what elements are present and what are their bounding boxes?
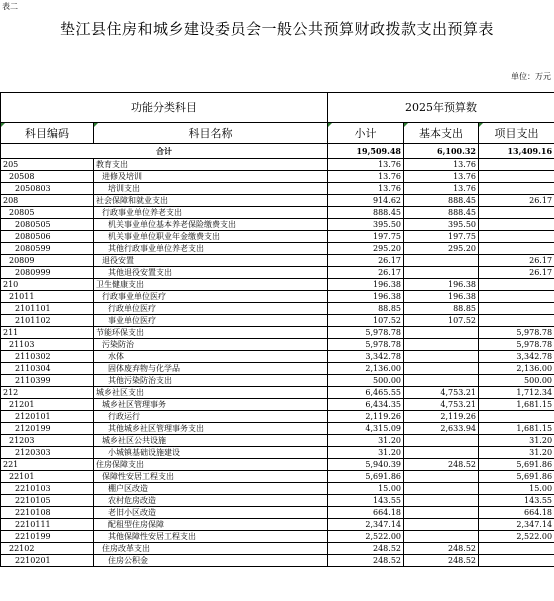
row-code: 2210201 — [1, 555, 94, 567]
total-label: 合计 — [1, 144, 328, 159]
row-code: 21201 — [1, 399, 94, 411]
row-project — [479, 543, 554, 555]
row-subtotal: 13.76 — [328, 171, 404, 183]
table-row — [1, 483, 554, 495]
row-name: 行政事业单位医疗 — [94, 291, 328, 303]
row-subtotal: 664.18 — [328, 507, 404, 519]
row-basic: 2,633.94 — [404, 423, 479, 435]
table-row — [1, 531, 554, 543]
row-subtotal: 2,119.26 — [328, 411, 404, 423]
row-project: 26.17 — [479, 267, 554, 279]
table-row — [1, 351, 554, 363]
row-subtotal: 5,940.39 — [328, 459, 404, 471]
row-code: 2110399 — [1, 375, 94, 387]
row-subtotal: 26.17 — [328, 267, 404, 279]
row-project: 5,691.86 — [479, 459, 554, 471]
row-code: 2210199 — [1, 531, 94, 543]
row-name: 其他污染防治支出 — [94, 375, 328, 387]
row-basic — [404, 339, 479, 351]
row-project: 26.17 — [479, 195, 554, 207]
row-basic — [404, 507, 479, 519]
row-name: 培训支出 — [94, 183, 328, 195]
row-name: 城乡社区支出 — [94, 387, 328, 399]
table-row — [1, 411, 554, 423]
row-subtotal: 6,465.55 — [328, 387, 404, 399]
header-row-2 — [1, 123, 554, 144]
row-code: 2080999 — [1, 267, 94, 279]
row-code: 2080599 — [1, 243, 94, 255]
row-subtotal: 914.62 — [328, 195, 404, 207]
header-basic: 基本支出 — [404, 123, 479, 144]
row-subtotal: 26.17 — [328, 255, 404, 267]
row-code: 2210111 — [1, 519, 94, 531]
row-subtotal: 13.76 — [328, 159, 404, 171]
row-project: 2,347.14 — [479, 519, 554, 531]
row-subtotal: 107.52 — [328, 315, 404, 327]
row-name: 棚户区改造 — [94, 483, 328, 495]
row-name: 节能环保支出 — [94, 327, 328, 339]
row-basic: 295.20 — [404, 243, 479, 255]
row-basic — [404, 471, 479, 483]
row-name: 事业单位医疗 — [94, 315, 328, 327]
row-project: 31.20 — [479, 435, 554, 447]
row-basic — [404, 363, 479, 375]
row-code: 205 — [1, 159, 94, 171]
row-code: 21011 — [1, 291, 94, 303]
table-row — [1, 327, 554, 339]
row-basic: 2,119.26 — [404, 411, 479, 423]
table-row — [1, 207, 554, 219]
table-row — [1, 423, 554, 435]
row-code: 2101101 — [1, 303, 94, 315]
header-project: 项目支出 — [479, 123, 554, 144]
row-project: 31.20 — [479, 447, 554, 459]
total-row — [1, 144, 554, 159]
row-basic: 196.38 — [404, 279, 479, 291]
row-name: 污染防治 — [94, 339, 328, 351]
page-title: 垫江县住房和城乡建设委员会一般公共预算财政拨款支出预算表 — [59, 20, 494, 38]
row-project: 2,522.00 — [479, 531, 554, 543]
table-row — [1, 171, 554, 183]
row-subtotal: 295.20 — [328, 243, 404, 255]
row-basic: 13.76 — [404, 159, 479, 171]
row-basic — [404, 375, 479, 387]
row-project: 2,136.00 — [479, 363, 554, 375]
table-row — [1, 435, 554, 447]
header-row-1 — [1, 93, 554, 123]
row-subtotal: 13.76 — [328, 183, 404, 195]
row-code: 2110304 — [1, 363, 94, 375]
budget-table — [0, 92, 554, 567]
sheet-label: 表二 — [2, 2, 18, 11]
row-basic: 88.85 — [404, 303, 479, 315]
row-project: 143.55 — [479, 495, 554, 507]
row-subtotal: 248.52 — [328, 543, 404, 555]
row-project — [479, 411, 554, 423]
row-subtotal: 197.75 — [328, 231, 404, 243]
row-name: 进修及培训 — [94, 171, 328, 183]
total-subtotal: 19,509.48 — [328, 144, 404, 159]
row-subtotal: 31.20 — [328, 447, 404, 459]
row-code: 2120303 — [1, 447, 94, 459]
row-name: 城乡社区管理事务 — [94, 399, 328, 411]
row-name: 其他行政事业单位养老支出 — [94, 243, 328, 255]
header-name: 科目名称 — [94, 123, 328, 144]
row-project: 664.18 — [479, 507, 554, 519]
row-project: 5,978.78 — [479, 339, 554, 351]
row-name: 机关事业单位职业年金缴费支出 — [94, 231, 328, 243]
row-basic: 107.52 — [404, 315, 479, 327]
row-name: 卫生健康支出 — [94, 279, 328, 291]
row-subtotal: 5,978.78 — [328, 339, 404, 351]
row-name: 配租型住房保障 — [94, 519, 328, 531]
row-project — [479, 171, 554, 183]
row-basic: 248.52 — [404, 459, 479, 471]
row-name: 城乡社区公共设施 — [94, 435, 328, 447]
row-code: 2080505 — [1, 219, 94, 231]
row-project — [479, 207, 554, 219]
row-name: 行政单位医疗 — [94, 303, 328, 315]
row-basic: 4,753.21 — [404, 387, 479, 399]
table-row — [1, 243, 554, 255]
row-project — [479, 315, 554, 327]
row-project — [479, 279, 554, 291]
row-subtotal: 500.00 — [328, 375, 404, 387]
row-project: 500.00 — [479, 375, 554, 387]
row-basic: 395.50 — [404, 219, 479, 231]
row-name: 退役安置 — [94, 255, 328, 267]
table-row — [1, 279, 554, 291]
row-subtotal: 2,347.14 — [328, 519, 404, 531]
row-subtotal: 2,136.00 — [328, 363, 404, 375]
row-basic: 248.52 — [404, 543, 479, 555]
row-code: 22101 — [1, 471, 94, 483]
row-subtotal: 5,691.86 — [328, 471, 404, 483]
row-project: 1,681.15 — [479, 423, 554, 435]
row-project — [479, 555, 554, 567]
row-subtotal: 3,342.78 — [328, 351, 404, 363]
row-basic: 13.76 — [404, 183, 479, 195]
table-row — [1, 459, 554, 471]
row-code: 2101102 — [1, 315, 94, 327]
row-project — [479, 231, 554, 243]
table-row — [1, 471, 554, 483]
table-row — [1, 555, 554, 567]
row-project — [479, 291, 554, 303]
row-code: 22102 — [1, 543, 94, 555]
row-name: 保障性安居工程支出 — [94, 471, 328, 483]
row-project: 26.17 — [479, 255, 554, 267]
row-name: 行政事业单位养老支出 — [94, 207, 328, 219]
table-body — [1, 144, 554, 567]
row-project — [479, 303, 554, 315]
row-basic — [404, 255, 479, 267]
row-project — [479, 183, 554, 195]
row-name: 其他城乡社区管理事务支出 — [94, 423, 328, 435]
row-subtotal: 196.38 — [328, 279, 404, 291]
table-row — [1, 375, 554, 387]
row-basic: 197.75 — [404, 231, 479, 243]
row-code: 2080506 — [1, 231, 94, 243]
row-name: 固体废弃物与化学品 — [94, 363, 328, 375]
row-code: 21203 — [1, 435, 94, 447]
row-code: 20809 — [1, 255, 94, 267]
row-subtotal: 5,978.78 — [328, 327, 404, 339]
table-row — [1, 231, 554, 243]
row-basic: 888.45 — [404, 207, 479, 219]
row-basic — [404, 267, 479, 279]
table-row — [1, 387, 554, 399]
row-code: 221 — [1, 459, 94, 471]
row-code: 210 — [1, 279, 94, 291]
table-row — [1, 519, 554, 531]
table-row — [1, 543, 554, 555]
row-basic: 248.52 — [404, 555, 479, 567]
total-basic: 6,100.32 — [404, 144, 479, 159]
row-subtotal: 196.38 — [328, 291, 404, 303]
table-row — [1, 195, 554, 207]
row-code: 2050803 — [1, 183, 94, 195]
row-basic — [404, 531, 479, 543]
row-subtotal: 88.85 — [328, 303, 404, 315]
table-row — [1, 303, 554, 315]
row-code: 20508 — [1, 171, 94, 183]
row-basic — [404, 327, 479, 339]
row-basic: 888.45 — [404, 195, 479, 207]
row-basic — [404, 447, 479, 459]
row-subtotal: 31.20 — [328, 435, 404, 447]
header-subtotal: 小计 — [328, 123, 404, 144]
unit-label: 单位：万元 — [511, 72, 551, 81]
row-name: 农村危房改造 — [94, 495, 328, 507]
row-name: 其他保障性安居工程支出 — [94, 531, 328, 543]
table-row — [1, 507, 554, 519]
row-name: 老旧小区改造 — [94, 507, 328, 519]
row-project: 15.00 — [479, 483, 554, 495]
row-basic: 4,753.21 — [404, 399, 479, 411]
row-project — [479, 159, 554, 171]
table-row — [1, 255, 554, 267]
row-basic — [404, 495, 479, 507]
row-subtotal: 2,522.00 — [328, 531, 404, 543]
row-name: 机关事业单位基本养老保险缴费支出 — [94, 219, 328, 231]
total-project: 13,409.16 — [479, 144, 554, 159]
row-code: 2110302 — [1, 351, 94, 363]
table-row — [1, 159, 554, 171]
table-row — [1, 267, 554, 279]
row-project — [479, 243, 554, 255]
row-name: 水体 — [94, 351, 328, 363]
row-subtotal: 395.50 — [328, 219, 404, 231]
row-subtotal: 888.45 — [328, 207, 404, 219]
row-code: 2210105 — [1, 495, 94, 507]
row-code: 21103 — [1, 339, 94, 351]
row-code: 20805 — [1, 207, 94, 219]
row-basic — [404, 519, 479, 531]
row-code: 2210108 — [1, 507, 94, 519]
row-basic: 196.38 — [404, 291, 479, 303]
table-row — [1, 363, 554, 375]
row-name: 行政运行 — [94, 411, 328, 423]
table-row — [1, 339, 554, 351]
row-name: 其他退役安置支出 — [94, 267, 328, 279]
header-code: 科目编码 — [1, 123, 94, 144]
row-basic: 13.76 — [404, 171, 479, 183]
table-row — [1, 291, 554, 303]
row-project — [479, 219, 554, 231]
row-project: 5,978.78 — [479, 327, 554, 339]
row-name: 小城镇基础设施建设 — [94, 447, 328, 459]
row-subtotal: 6,434.35 — [328, 399, 404, 411]
row-project: 5,691.86 — [479, 471, 554, 483]
header-budget-group: 2025年预算数 — [328, 93, 554, 123]
table-row — [1, 219, 554, 231]
row-name: 住房保障支出 — [94, 459, 328, 471]
row-basic — [404, 435, 479, 447]
row-subtotal: 143.55 — [328, 495, 404, 507]
row-project: 1,681.15 — [479, 399, 554, 411]
row-code: 212 — [1, 387, 94, 399]
row-code: 2120101 — [1, 411, 94, 423]
row-subtotal: 248.52 — [328, 555, 404, 567]
row-basic — [404, 351, 479, 363]
row-code: 2120199 — [1, 423, 94, 435]
table-row — [1, 399, 554, 411]
table-row — [1, 183, 554, 195]
row-subtotal: 4,315.09 — [328, 423, 404, 435]
row-code: 211 — [1, 327, 94, 339]
row-name: 住房公积金 — [94, 555, 328, 567]
row-name: 社会保障和就业支出 — [94, 195, 328, 207]
row-code: 2210103 — [1, 483, 94, 495]
table-row — [1, 495, 554, 507]
row-name: 教育支出 — [94, 159, 328, 171]
row-project: 3,342.78 — [479, 351, 554, 363]
row-code: 208 — [1, 195, 94, 207]
row-name: 住房改革支出 — [94, 543, 328, 555]
row-subtotal: 15.00 — [328, 483, 404, 495]
table-row — [1, 447, 554, 459]
row-project: 1,712.34 — [479, 387, 554, 399]
table-row — [1, 315, 554, 327]
header-func-group: 功能分类科目 — [1, 93, 328, 123]
row-basic — [404, 483, 479, 495]
